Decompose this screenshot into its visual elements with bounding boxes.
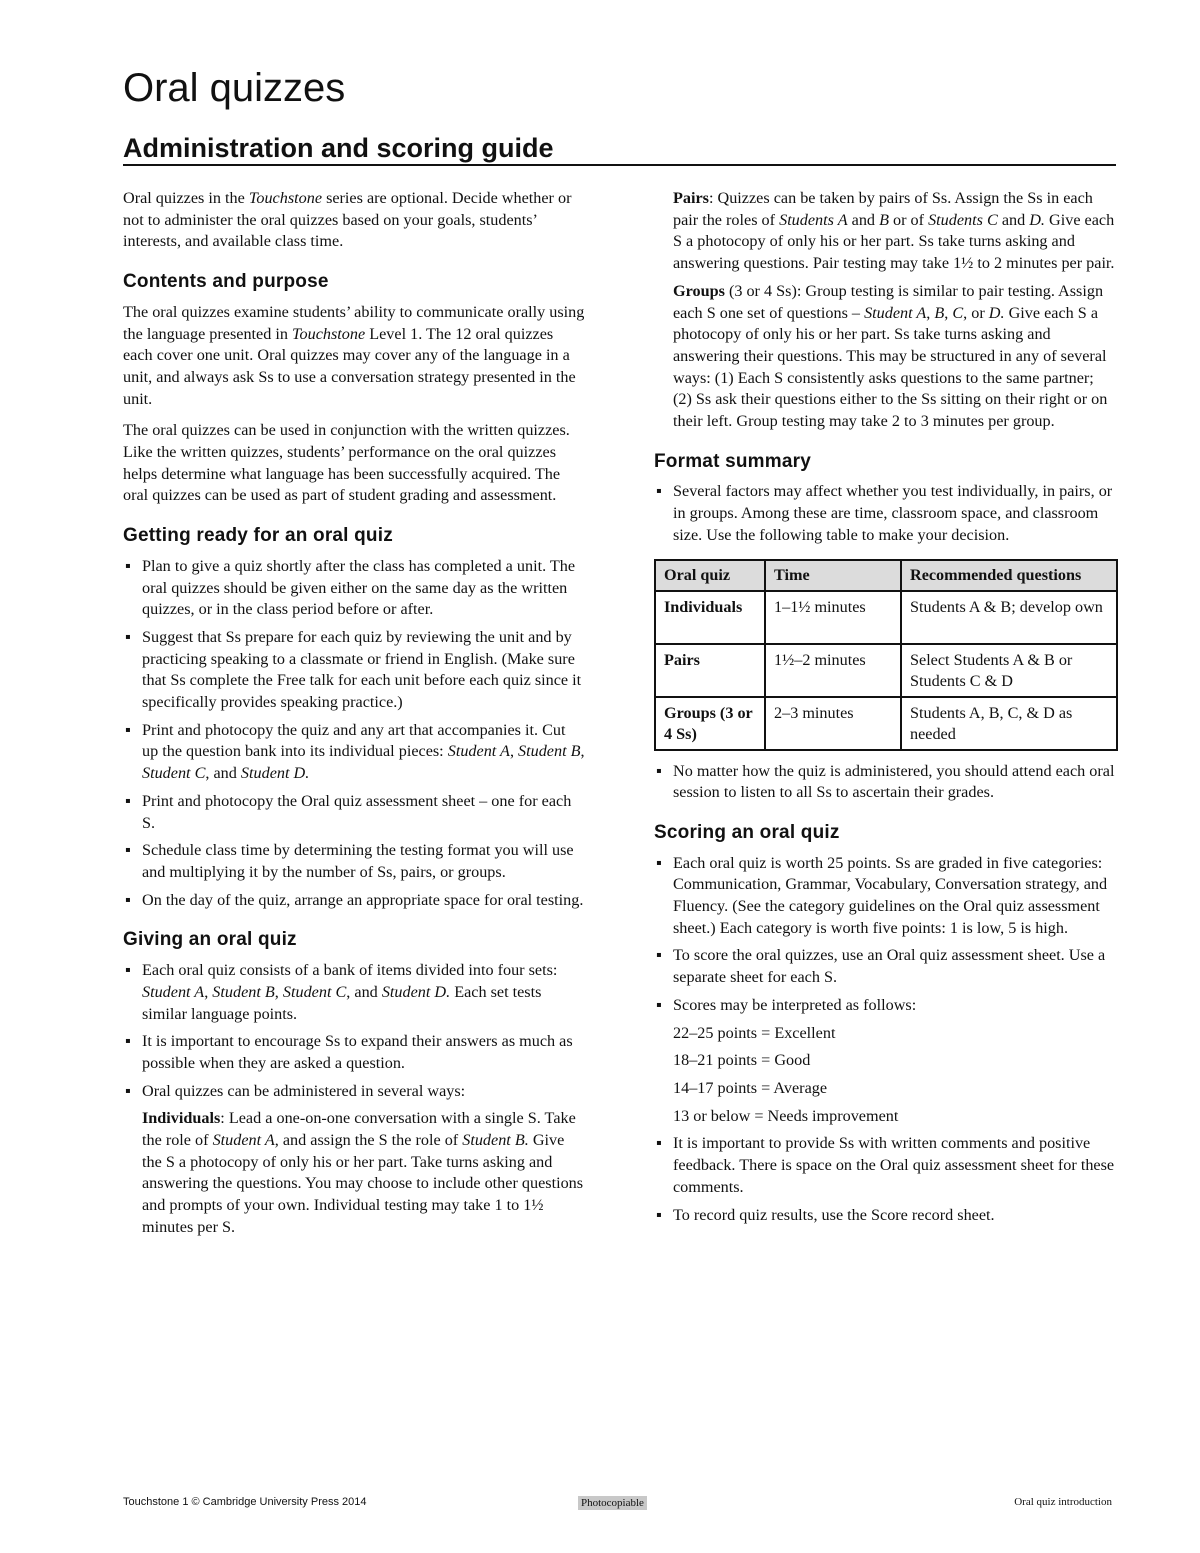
bullet-icon: ▪ bbox=[656, 946, 662, 965]
format-table bbox=[654, 559, 1118, 751]
table-header: Recommended questions bbox=[901, 560, 1117, 591]
footer-photocopiable-badge: Photocopiable bbox=[578, 1496, 647, 1510]
score-scale-item: 18–21 points = Good bbox=[673, 1051, 811, 1070]
table-cell: 1–1½ minutes bbox=[765, 591, 901, 644]
getting-ready-heading: Getting ready for an oral quiz bbox=[123, 525, 393, 547]
list-item: ▪ To record quiz results, use the Score record sheet. bbox=[654, 1205, 1116, 1227]
intro-paragraph: Oral quizzes in the Touchstone series are optional. Decide whether or not to administer the oral quizzes based on your goals, students’ interests, and available class time. bbox=[123, 189, 572, 251]
table-cell: Pairs bbox=[655, 644, 765, 697]
score-scale-item: 22–25 points = Excellent bbox=[673, 1023, 836, 1042]
list-item: ▪ Each oral quiz consists of a bank of items divided into four sets: Student A, Student B, Student C, and Student D. Each set tests similar language points. bbox=[125, 961, 558, 1023]
list-item: ▪ Print and photocopy the Oral quiz assessment sheet – one for each S. bbox=[125, 791, 572, 832]
format-list bbox=[654, 481, 1116, 546]
footer-section-name: Oral quiz introduction bbox=[1014, 1496, 1112, 1508]
page-subtitle: Administration and scoring guide bbox=[123, 133, 554, 163]
score-scale-item: 14–17 points = Average bbox=[673, 1078, 828, 1097]
table-header-row bbox=[655, 560, 1117, 591]
contents-paragraph-2: The oral quizzes can be used in conjunction with the written quizzes. Like the written quizzes, students’ performance on the oral quizzes helps determine what language has been successfully acquired. The oral quizzes can be used as part of student grading and assessment. bbox=[123, 421, 570, 505]
bullet-icon: ▪ bbox=[125, 841, 131, 860]
right-column bbox=[654, 188, 1116, 1232]
table-cell: Students A, B, C, & D as needed bbox=[901, 697, 1117, 750]
list-item: ▪ Suggest that Ss prepare for each quiz by reviewing the unit and by practicing speaking to a classmate or friend in English. (Make sure that Ss complete the Free talk for each unit before each quiz since it specifically provides speaking practice.) bbox=[125, 627, 582, 712]
list-item: ▪ Oral quizzes can be administered in several ways: bbox=[123, 1081, 585, 1103]
scoring-heading: Scoring an oral quiz bbox=[654, 821, 840, 843]
table-cell: Students A & B; develop own bbox=[901, 591, 1117, 644]
page-title: Oral quizzes bbox=[123, 66, 346, 110]
bullet-icon: ▪ bbox=[125, 961, 131, 980]
bullet-icon: ▪ bbox=[125, 1032, 131, 1051]
table-cell: 2–3 minutes bbox=[765, 697, 901, 750]
table-cell: Individuals bbox=[655, 591, 765, 644]
giving-list bbox=[123, 960, 585, 1102]
bullet-icon: ▪ bbox=[656, 1205, 662, 1224]
scoring-list-2 bbox=[654, 1133, 1116, 1226]
bullet-icon: ▪ bbox=[125, 556, 131, 575]
bullet-icon: ▪ bbox=[125, 627, 131, 646]
table-row bbox=[655, 644, 1117, 697]
list-item: ▪ To score the oral quizzes, use an Oral quiz assessment sheet. Use a separate sheet for each S. bbox=[656, 946, 1106, 987]
bullet-icon: ▪ bbox=[656, 761, 662, 780]
bullet-icon: ▪ bbox=[656, 482, 662, 501]
table-cell: Select Students A & B or Students C & D bbox=[901, 644, 1117, 697]
table-header: Oral quiz bbox=[655, 560, 765, 591]
contents-paragraph-1: The oral quizzes examine students’ ability to communicate orally using the language presented in Touchstone Level 1. The 12 oral quizzes each cover one unit. Oral quizzes may cover any of the language in a unit, and always ask Ss to use a conversation strategy presented in the unit. bbox=[123, 302, 585, 408]
scoring-list bbox=[654, 853, 1116, 1017]
table-cell: Groups (3 or 4 Ss) bbox=[655, 697, 765, 750]
giving-heading: Giving an oral quiz bbox=[123, 929, 297, 951]
format-list-2 bbox=[654, 761, 1116, 804]
contents-heading: Contents and purpose bbox=[123, 271, 329, 293]
list-item: ▪ It is important to encourage Ss to expand their answers as much as possible when they are asked a question. bbox=[125, 1032, 573, 1072]
left-column bbox=[123, 188, 585, 1245]
list-item: ▪ Several factors may affect whether you test individually, in pairs, or in groups. Among these are time, classroom space, and classroom size. Use the following table to make your decision. bbox=[656, 482, 1113, 544]
format-heading: Format summary bbox=[654, 450, 811, 472]
bullet-icon: ▪ bbox=[656, 995, 662, 1014]
table-cell: 1½–2 minutes bbox=[765, 644, 901, 697]
bullet-icon: ▪ bbox=[125, 1081, 131, 1100]
groups-paragraph: Groups (3 or 4 Ss): Group testing is similar to pair testing. Assign each S one set of questions – Student A, B, C, or D. Give each S a photocopy of only his or her part. Ss take turns asking and answering their questions. This may be structured in any of several ways: (1) Each S consistently asks questions to the same partner; (2) Ss ask their questions either to the Ss sitting on their right or on their left. Group testing may take 2 to 3 minutes per group. bbox=[673, 281, 1108, 431]
list-item: ▪ No matter how the quiz is administered, you should attend each oral session to listen to all Ss to ascertain their grades. bbox=[656, 761, 1115, 802]
list-item: ▪ It is important to provide Ss with written comments and positive feedback. There is space on the Oral quiz assessment sheet for these comments. bbox=[656, 1134, 1115, 1196]
individuals-paragraph: Individuals: Lead a one-on-one conversation with a single S. Take the role of Student A, and assign the S the role of Student B. Give the S a photocopy of only his or her part. Take turns asking and answering the questions. You may choose to include other questions and prompts of your own. Individual testing may take 1 to 1½ minutes per S. bbox=[142, 1109, 584, 1236]
bullet-icon: ▪ bbox=[656, 1134, 662, 1153]
bullet-icon: ▪ bbox=[656, 853, 662, 872]
list-item: ▪ Print and photocopy the quiz and any art that accompanies it. Cut up the question bank into its individual pieces: Student A, Student B, Student C, and Student D. bbox=[125, 720, 585, 783]
bullet-icon: ▪ bbox=[125, 890, 131, 909]
list-item: ▪ On the day of the quiz, arrange an appropriate space for oral testing. bbox=[123, 890, 585, 912]
pairs-paragraph: Pairs: Quizzes can be taken by pairs of Ss. Assign the Ss in each pair the roles of Students A and B or of Students C and D. Give each S a photocopy of only his or her part. Ss take turns asking and answering questions. Pair testing may take 1½ to 2 minutes per pair. bbox=[673, 189, 1115, 273]
score-scale-item: 13 or below = Needs improvement bbox=[673, 1106, 899, 1125]
title-divider bbox=[123, 164, 1116, 166]
footer-copyright: Touchstone 1 © Cambridge University Press 2014 bbox=[123, 1496, 367, 1508]
list-item: ▪ Scores may be interpreted as follows: bbox=[654, 995, 1116, 1017]
table-row bbox=[655, 591, 1117, 644]
list-item: ▪ Schedule class time by determining the testing format you will use and multiplying it by the number of Ss, pairs, or groups. bbox=[125, 841, 574, 881]
list-item: ▪ Plan to give a quiz shortly after the class has completed a unit. The oral quizzes should be given either on the same day as the written quizzes, or in the class period before or after. bbox=[125, 556, 576, 619]
getting-ready-list bbox=[123, 556, 585, 912]
bullet-icon: ▪ bbox=[125, 720, 131, 739]
table-header: Time bbox=[765, 560, 901, 591]
bullet-icon: ▪ bbox=[125, 791, 131, 810]
list-item: ▪ Each oral quiz is worth 25 points. Ss are graded in five categories: Communication, Grammar, Vocabulary, Conversation strategy, and Fluency. (See the category guidelines on the Oral quiz assessment sheet.) Each category is worth five points: 1 is low, 5 is high. bbox=[656, 853, 1108, 937]
table-row bbox=[655, 697, 1117, 750]
